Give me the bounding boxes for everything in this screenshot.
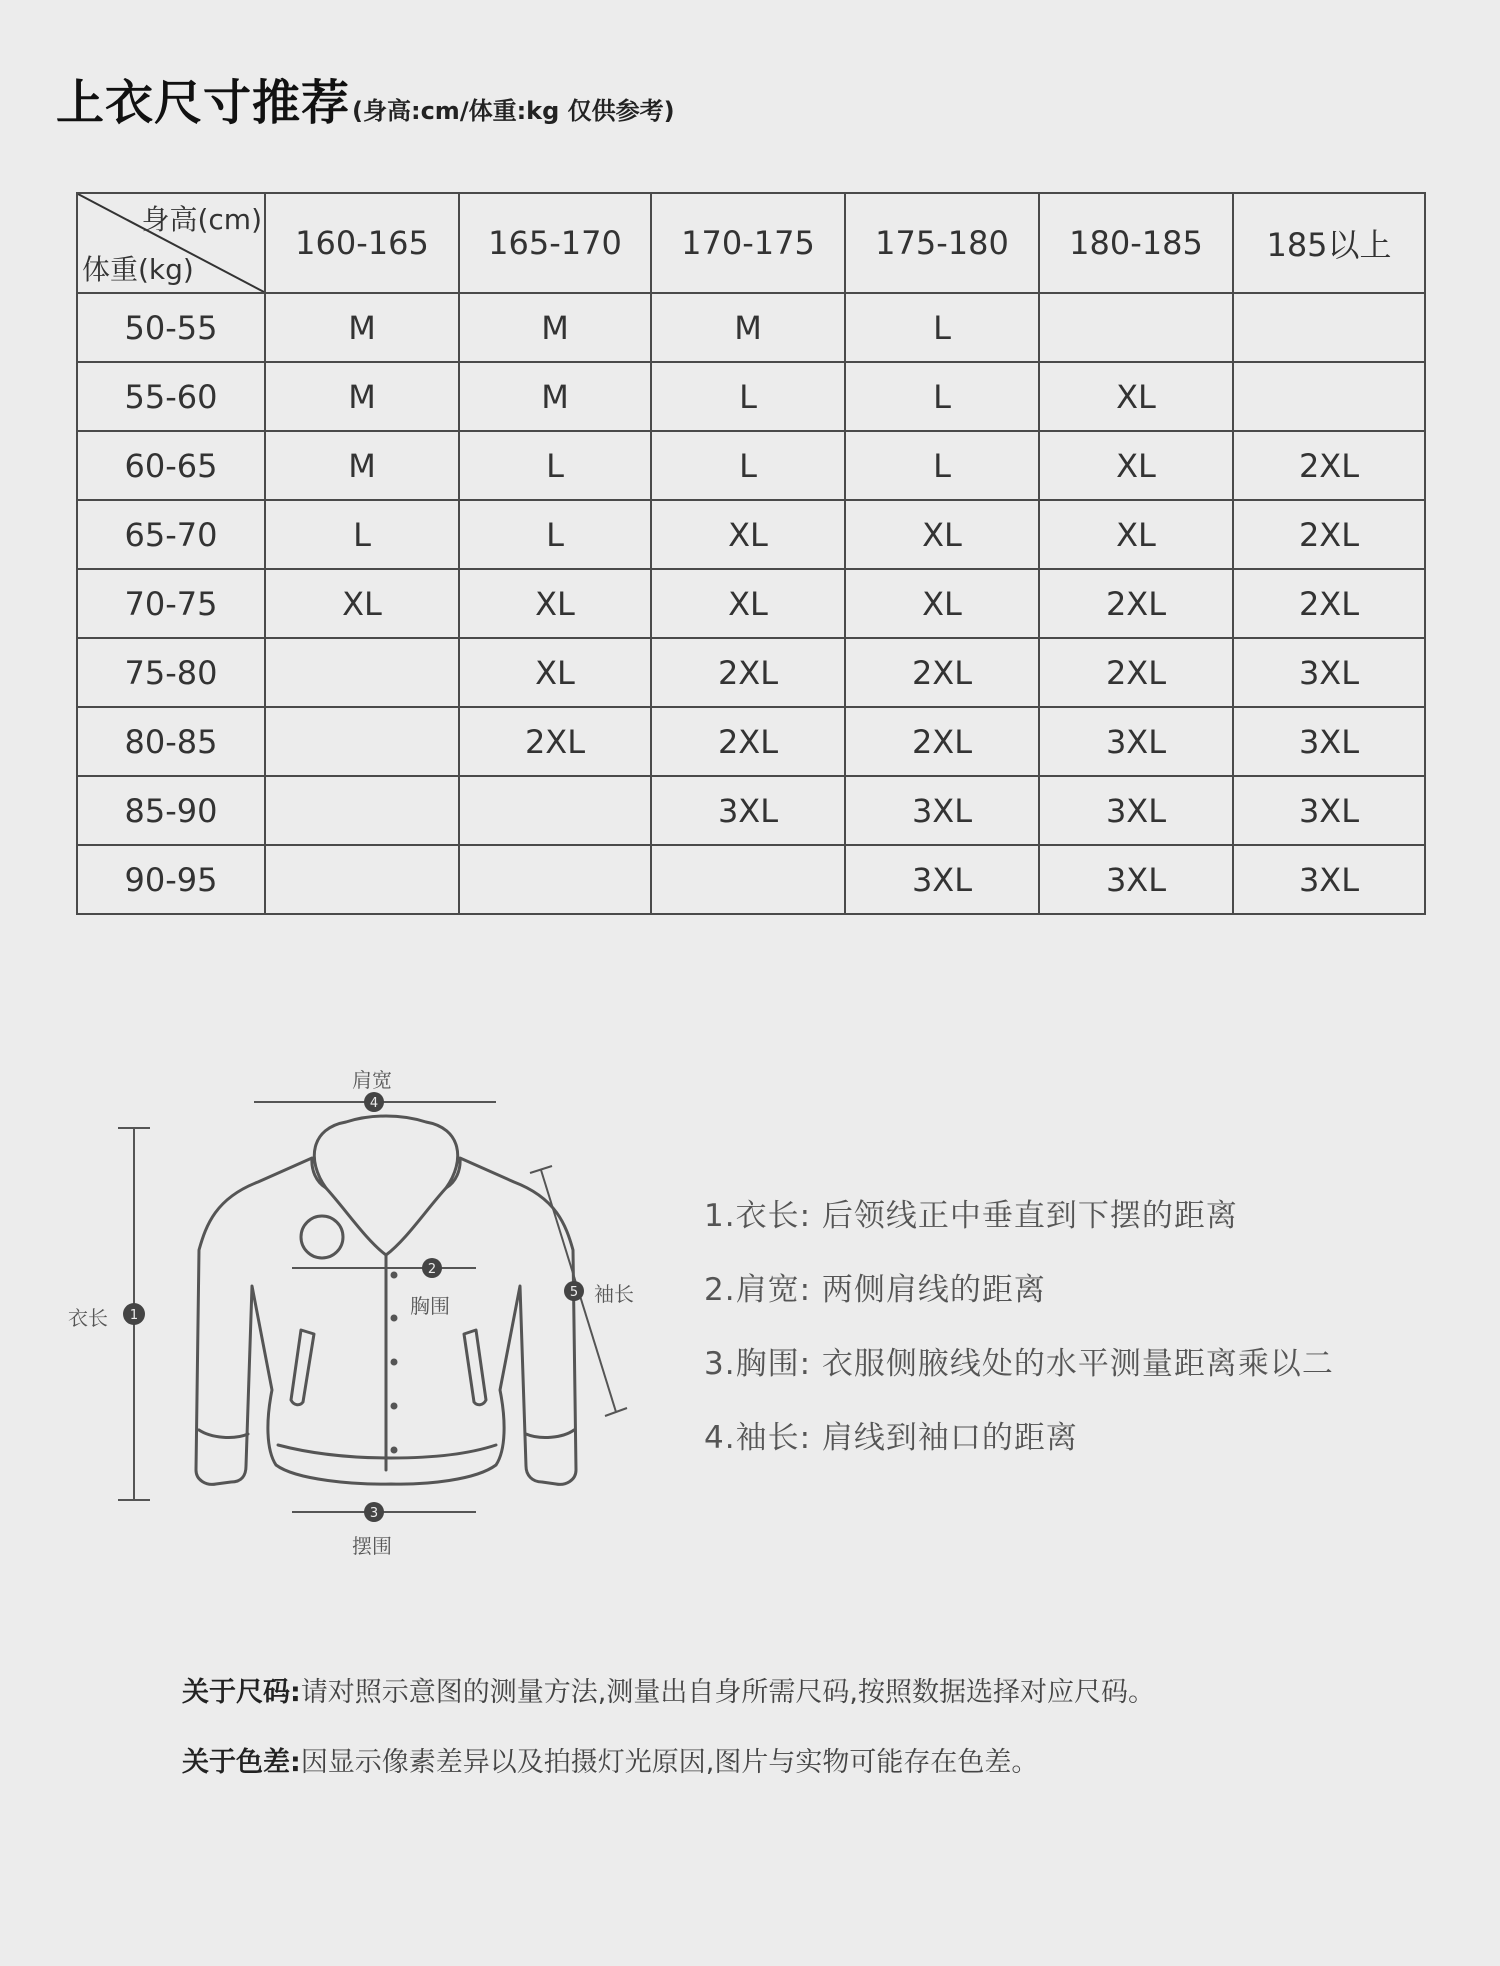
height-column-header: 175-180: [845, 193, 1039, 293]
table-header-row: [77, 193, 1425, 293]
size-note-text: 请对照示意图的测量方法,测量出自身所需尺码,按照数据选择对应尺码。: [300, 1677, 1155, 1708]
size-cell: M: [265, 293, 459, 362]
height-column-header: 160-165: [265, 193, 459, 293]
size-cell: L: [651, 362, 845, 431]
table-row: [77, 638, 1425, 707]
size-cell: [1039, 293, 1233, 362]
page-title: [56, 64, 675, 133]
size-cell: 2XL: [1039, 638, 1233, 707]
corner-height-label: 身高(cm): [141, 203, 262, 236]
table-row: [77, 776, 1425, 845]
size-cell: 2XL: [651, 707, 845, 776]
measurement-item: 3.胸围: 衣服侧腋线处的水平测量距离乘以二: [704, 1346, 1334, 1382]
height-column-header: 180-185: [1039, 193, 1233, 293]
marker-5: 5: [569, 1285, 579, 1300]
size-note: [182, 1670, 1155, 1709]
jacket-illustration: [56, 1050, 656, 1570]
jacket-measurement-diagram: [56, 1050, 656, 1570]
size-cell: [459, 845, 651, 914]
height-column-header: 185以上: [1233, 193, 1425, 293]
size-cell: XL: [265, 569, 459, 638]
size-cell: 3XL: [1039, 845, 1233, 914]
size-cell: [1233, 362, 1425, 431]
weight-row-header: 55-60: [77, 362, 265, 431]
marker-2: 2: [427, 1262, 437, 1277]
size-cell: 3XL: [1233, 845, 1425, 914]
marker-4: 4: [369, 1096, 379, 1111]
size-cell: XL: [459, 569, 651, 638]
hem-label: 摆围: [352, 1534, 392, 1558]
size-cell: [651, 845, 845, 914]
size-cell: [459, 776, 651, 845]
weight-row-header: 50-55: [77, 293, 265, 362]
size-cell: XL: [651, 569, 845, 638]
table-row: [77, 293, 1425, 362]
weight-row-header: 90-95: [77, 845, 265, 914]
size-cell: [265, 776, 459, 845]
color-note-label: 关于色差:: [182, 1747, 301, 1778]
size-cell: XL: [1039, 500, 1233, 569]
size-note-label: 关于尺码:: [182, 1677, 301, 1708]
table-row: [77, 569, 1425, 638]
color-note: [182, 1740, 1038, 1779]
title-main: 上衣尺寸推荐: [56, 75, 351, 131]
measurement-item: 1.衣长: 后领线正中垂直到下摆的距离: [704, 1198, 1238, 1234]
size-cell: M: [265, 431, 459, 500]
size-cell: XL: [1039, 362, 1233, 431]
size-cell: [265, 638, 459, 707]
table-row: [77, 500, 1425, 569]
size-cell: XL: [459, 638, 651, 707]
table-row: [77, 362, 1425, 431]
size-cell: 3XL: [1039, 707, 1233, 776]
size-cell: L: [651, 431, 845, 500]
chest-label: 胸围: [410, 1294, 450, 1318]
measurement-item: 4.袖长: 肩线到袖口的距离: [704, 1420, 1078, 1456]
size-cell: 3XL: [1039, 776, 1233, 845]
size-cell: XL: [1039, 431, 1233, 500]
size-cell: M: [265, 362, 459, 431]
weight-row-header: 60-65: [77, 431, 265, 500]
size-cell: L: [459, 500, 651, 569]
size-cell: 2XL: [1233, 500, 1425, 569]
size-cell: M: [459, 293, 651, 362]
color-note-text: 因显示像素差异以及拍摄灯光原因,图片与实物可能存在色差。: [300, 1747, 1039, 1778]
size-cell: 2XL: [845, 707, 1039, 776]
sleeve-label: 袖长: [594, 1282, 634, 1306]
size-cell: XL: [845, 500, 1039, 569]
weight-row-header: 70-75: [77, 569, 265, 638]
size-cell: L: [845, 362, 1039, 431]
size-cell: 3XL: [1233, 638, 1425, 707]
marker-1: 1: [129, 1308, 139, 1323]
size-cell: 3XL: [845, 845, 1039, 914]
table-corner-cell: [77, 193, 265, 293]
size-cell: 3XL: [845, 776, 1039, 845]
table-row: [77, 707, 1425, 776]
weight-row-header: 65-70: [77, 500, 265, 569]
size-cell: 2XL: [1233, 569, 1425, 638]
size-cell: 3XL: [651, 776, 845, 845]
marker-3: 3: [369, 1506, 379, 1521]
size-cell: XL: [651, 500, 845, 569]
size-cell: M: [459, 362, 651, 431]
size-cell: 3XL: [1233, 707, 1425, 776]
table-row: [77, 845, 1425, 914]
weight-row-header: 85-90: [77, 776, 265, 845]
size-cell: [265, 707, 459, 776]
height-column-header: 170-175: [651, 193, 845, 293]
shoulder-label: 肩宽: [352, 1068, 392, 1092]
weight-row-header: 80-85: [77, 707, 265, 776]
table-row: [77, 431, 1425, 500]
corner-weight-label: 体重(kg): [82, 253, 194, 286]
title-note: (身高:cm/体重:kg 仅供参考): [352, 97, 675, 125]
size-cell: [1233, 293, 1425, 362]
size-cell: L: [459, 431, 651, 500]
weight-row-header: 75-80: [77, 638, 265, 707]
size-cell: 2XL: [1039, 569, 1233, 638]
length-label: 衣长: [68, 1306, 108, 1330]
size-cell: L: [265, 500, 459, 569]
measurement-item: 2.肩宽: 两侧肩线的距离: [704, 1272, 1046, 1308]
size-cell: 2XL: [845, 638, 1039, 707]
size-cell: 3XL: [1233, 776, 1425, 845]
size-chart-table: [76, 192, 1426, 915]
size-cell: L: [845, 431, 1039, 500]
size-cell: [265, 845, 459, 914]
size-cell: M: [651, 293, 845, 362]
measurement-instructions: [704, 1190, 1334, 1486]
size-cell: 2XL: [459, 707, 651, 776]
height-column-header: 165-170: [459, 193, 651, 293]
size-cell: XL: [845, 569, 1039, 638]
size-cell: 2XL: [1233, 431, 1425, 500]
size-cell: 2XL: [651, 638, 845, 707]
size-cell: L: [845, 293, 1039, 362]
